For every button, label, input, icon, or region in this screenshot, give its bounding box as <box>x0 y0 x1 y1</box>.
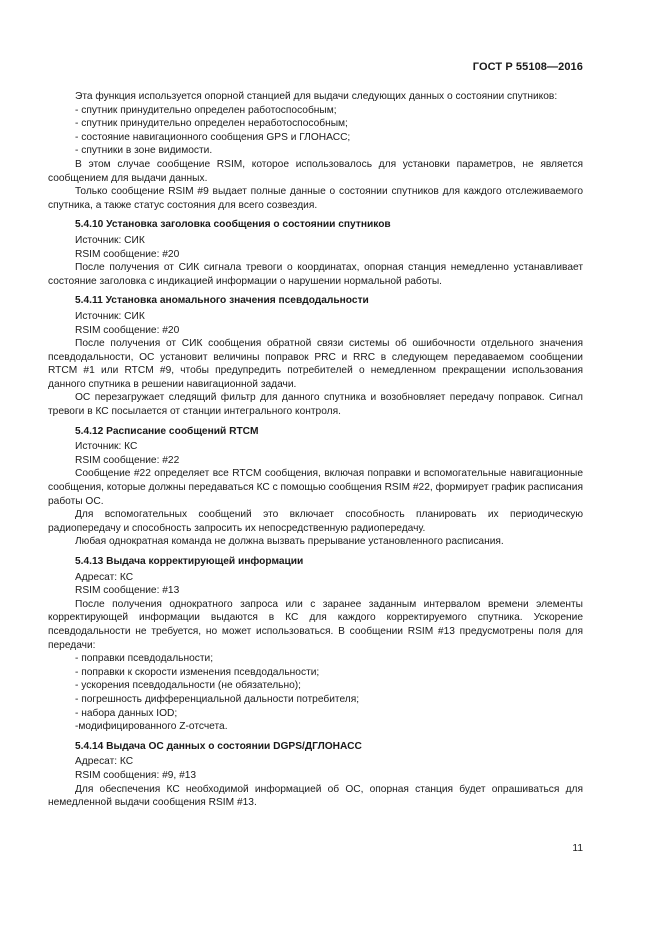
paragraph: После получения от СИК сигнала тревоги о координатах, опорная станция немедленно устанавливает состояние заголовка с индикацией информации о нарушении нормальной работы. <box>48 262 583 287</box>
rsim-line: RSIM сообщение: #13 <box>75 585 180 597</box>
list-item: - поправки к скорости изменения псевдодальности; <box>75 666 320 678</box>
section-heading: 5.4.14 Выдача ОС данных о состоянии DGPS/ДГЛОНАСС <box>75 740 362 752</box>
source-line: Источник: СИК <box>75 234 145 246</box>
paragraph: Только сообщение RSIM #9 выдает полные данные о состоянии спутников для каждого отслеживаемого спутника, а также статус состояния для всего созвездия. <box>48 186 583 211</box>
paragraph: Эта функция используется опорной станцией для выдачи следующих данных о состоянии спутников: <box>75 91 558 102</box>
paragraph: Для вспомогательных сообщений это включает способность планировать их периодическую радиопередачу и способность запросить их непосредственную радиопередачу. <box>48 509 583 534</box>
list-item: - набора данных IOD; <box>75 707 178 719</box>
paragraph: Для обеспечения КС необходимой информацией об ОС, опорная станция будет опрашиваться для немедленной выдачи сообщения RSIM #13. <box>48 783 583 809</box>
list-item: - состояние навигационного сообщения GPS и ГЛОНАСС; <box>75 131 351 143</box>
list-item: - спутник принудительно определен неработоспособным; <box>75 118 348 130</box>
paragraph: Сообщение #22 определяет все RTCM сообщения, включая поправки и вспомогательные навигационные сообщения, которые должны передаваться КС с помощью сообщения RSIM #22, формирует график расписания работы ОС. <box>48 468 583 507</box>
paragraph: В этом случае сообщение RSIM, которое использовалось для установки параметров, не является сообщением для выдачи данных. <box>48 158 583 184</box>
document-body <box>48 90 583 810</box>
section-heading: 5.4.12 Расписание сообщений RTCM <box>75 425 259 437</box>
rsim-line: RSIM сообщения: #9, #13 <box>75 769 197 781</box>
rsim-line: RSIM сообщение: #20 <box>75 248 180 260</box>
page-number: 11 <box>572 843 583 854</box>
paragraph: ОС перезагружает следящий фильтр для данного спутника и возобновляет передачу поправок. Сигнал тревоги в КС посылается от станции интегрального контроля. <box>48 392 583 418</box>
rsim-line: RSIM сообщение: #22 <box>75 454 180 466</box>
paragraph: После получения от СИК сообщения обратной связи системы об ошибочности отдельного значения псевдодальности, ОС установит величины поправок PRC и RRC в следующем передаваемом сообщении RTCM #1 или RTCM #9, чтобы предупредить потребителей о немедленном прекращении использования данного спутника в решении навигационной задачи. <box>48 338 583 390</box>
section-heading: 5.4.11 Установка аномального значения псевдодальности <box>75 295 369 307</box>
list-item: - погрешность дифференциальной дальности потребителя; <box>75 693 360 705</box>
section-heading: 5.4.13 Выдача корректирующей информации <box>75 556 304 567</box>
paragraph: После получения однократного запроса или с заранее заданным интервалом времени элементы корректирующей информации выдаются в КС для каждого корректируемого спутника. Ускорение псевдодальности не требуется, но может использоваться. В сообщении RSIM #13 предусмотрены поля для передачи: <box>48 598 583 651</box>
list-item: - спутники в зоне видимости. <box>75 145 213 157</box>
document-header: ГОСТ Р 55108—2016 <box>472 61 583 73</box>
list-item: - поправки псевдодальности; <box>75 653 214 665</box>
section-heading: 5.4.10 Установка заголовка сообщения о состоянии спутников <box>75 219 391 231</box>
source-line: Источник: СИК <box>75 310 145 322</box>
paragraph: Любая однократная команда не должна вызвать прерывание установленного расписания. <box>75 536 504 548</box>
rsim-line: RSIM сообщение: #20 <box>75 324 180 336</box>
list-item: - ускорения псевдодальности (не обязательно); <box>75 680 301 692</box>
list-item: - спутник принудительно определен работоспособным; <box>75 104 337 116</box>
addressee-line: Адресат: КС <box>75 756 134 768</box>
list-item: -модифицированного Z-отсчета. <box>75 721 228 733</box>
source-line: Источник: КС <box>75 441 138 453</box>
addressee-line: Адресат: КС <box>75 571 134 583</box>
